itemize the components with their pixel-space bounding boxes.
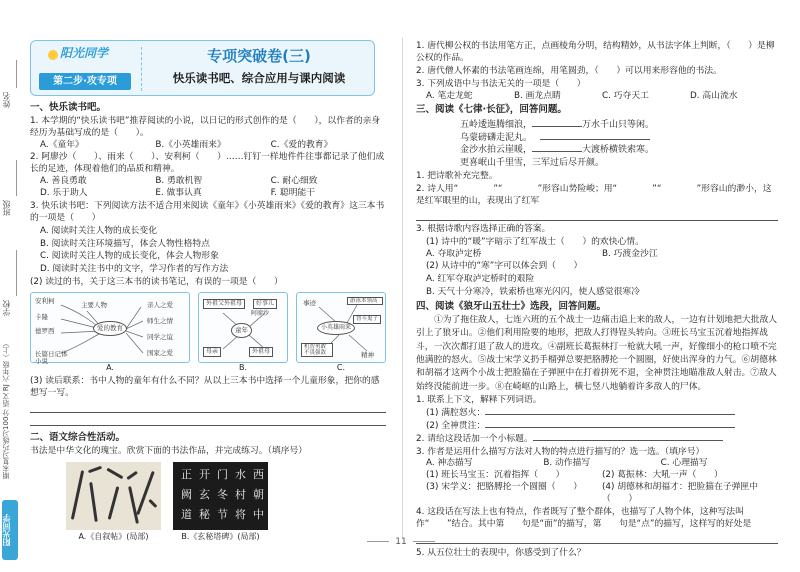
question-3-part-3: (3) 读后联系：书中人物的童年有什么不同？从以上三本书中选择一个儿童形象，把你的感想写一写。 bbox=[30, 376, 380, 398]
a-question-1-2: (2) 全神贯注： bbox=[416, 421, 778, 433]
map-b-node: 外祖父外祖母 bbox=[203, 299, 245, 309]
right-column bbox=[416, 40, 778, 572]
poem-line: 更喜岷山千里雪， bbox=[460, 157, 533, 168]
calligraphy-glyph: 朝 bbox=[253, 487, 264, 501]
regular-script-calligraphy-image bbox=[173, 462, 268, 530]
map-a-node: 长篇日记体小说 bbox=[35, 350, 68, 366]
map-b-node: 母亲 bbox=[203, 347, 221, 357]
a-question-2: 2. 请给这段话加一个小标题。 bbox=[416, 434, 778, 446]
option[interactable]: E. 做事认真 bbox=[155, 188, 202, 199]
calligraphy-glyph: 村 bbox=[235, 487, 246, 501]
p-question-3: 3. 根据诗歌内容选择正确的答案。 bbox=[416, 223, 551, 234]
poem-changzheng bbox=[460, 119, 778, 169]
question-3-part-2: (2) 读过的书，关于这三本书的读书笔记，有误的一项是（ ） bbox=[30, 277, 283, 288]
r-question-2: 2. 唐代僧人怀素的书法笔画连绵，用笔圆劲，（ ）可以用来形容他的书法。 bbox=[416, 65, 722, 76]
answer-line[interactable] bbox=[30, 403, 386, 413]
map-c-node: 事迹 bbox=[303, 299, 316, 308]
option[interactable]: F. 聪明能干 bbox=[270, 188, 316, 199]
calligraphy-glyph: 门 bbox=[217, 467, 228, 481]
map-c-node: 精神 bbox=[361, 351, 374, 360]
cursive-calligraphy-image bbox=[66, 462, 161, 530]
calligraphy-glyph: 秘 bbox=[199, 507, 210, 521]
column-divider bbox=[402, 38, 403, 538]
binding-strip bbox=[0, 0, 22, 572]
map-c-node: 机智勇敢不畏强敌 bbox=[301, 343, 333, 357]
a-question-3: 3. 作者是运用什么描写方法对人物的特点进行描写的？选一选。（填序号） bbox=[416, 446, 705, 457]
map-c-node: 游泳本领高 bbox=[347, 297, 383, 305]
a-question-3-items bbox=[416, 470, 778, 482]
question-3: 3. 快乐读书吧：下列阅读方法不适合用来阅读《童年》《小英雄雨来》《爱的教育》这三本书的一项是（ ） bbox=[30, 200, 385, 223]
calligraphy-sample-b[interactable] bbox=[173, 462, 268, 543]
question-2: 2. 阿廖沙（ ）、雨来（ ）、安利柯（ ）……钉钉一样地件件往事都记录了他们成长的足迹，体现着他们的品质和精神。 bbox=[30, 152, 385, 175]
name-label: 姓名 bbox=[2, 92, 11, 108]
poem-blank[interactable] bbox=[532, 126, 582, 127]
option[interactable]: C.《爱的教育》 bbox=[270, 139, 333, 150]
map-a-node: 卡隆 bbox=[35, 313, 48, 322]
option[interactable]: B. 动作描写 bbox=[543, 458, 591, 469]
p-question-3-2-option-a[interactable]: A. 红军夺取泸定桥时的艰险 bbox=[426, 274, 535, 285]
question-1: 1. 本学期的“快乐读书吧”推荐阅读的小说，以日记的形式创作的是（ ），以作者的亲身经历为基础写成的是（ ）。 bbox=[30, 115, 381, 138]
answer-line[interactable] bbox=[416, 563, 778, 572]
sub-item[interactable]: (3) 宋学义：把胳膊抡一个圆圈（ ） bbox=[426, 482, 583, 493]
calligraphy-glyph: 将 bbox=[235, 507, 246, 521]
name-fill-line[interactable] bbox=[16, 60, 17, 88]
calligraphy-samples bbox=[66, 462, 386, 543]
option[interactable]: B.《小英雄雨来》 bbox=[155, 139, 226, 150]
map-a[interactable] bbox=[30, 292, 190, 374]
map-a-label: A. bbox=[106, 363, 114, 373]
a-question-3-items-2 bbox=[416, 482, 778, 506]
reading-passage: ①为了拖住敌人，七连六班的五个战士一边痛击追上来的敌人，一边有计划地把大批敌人引上了狼牙山。②他们利用险要的地形，把敌人打得锃头转向。③班长马宝玉沉着地指挥战斗，一次次都打退了敌人的进攻。④副班长葛振林打一枪就大吼一声，好像细小的枪口喷不完他满腔的怒火。⑤战士宋学义扔手榴弹总要把胳膊抡一个圆圈，好使出浑身的力气。⑥胡德林和胡福才这两个小战士把脸猫在子弹匣中在打着拼死不退，全神贯注地瞄准敌人射击。⑦敌人始终没能前进一步。⑧在崎岖的山路上，横七竖八地躺着许多敌人的尸体。 bbox=[416, 314, 778, 392]
section-2-heading: 二、语文综合性活动。 bbox=[30, 431, 126, 443]
class-label: 班级 bbox=[2, 200, 11, 216]
p-question-3-1-options bbox=[416, 249, 778, 261]
map-c-center: 小英雄雨来 bbox=[317, 321, 355, 335]
option[interactable]: A. 夺取泸定桥 bbox=[426, 248, 482, 259]
calligraphy-glyph: 西 bbox=[253, 467, 264, 481]
p-question-1: 1. 把诗歌补充完整。 bbox=[416, 171, 498, 182]
caption-a: A.《自叙帖》(局部) bbox=[78, 531, 149, 541]
option[interactable]: A.《童年》 bbox=[40, 139, 84, 150]
p-question-3-2: (2) 从诗中的“寒”字可以体会到（ ） bbox=[426, 261, 583, 272]
poem-line: 三军过后尽开颜。 bbox=[532, 157, 605, 168]
poem-blank[interactable] bbox=[540, 139, 650, 140]
sub-item[interactable]: (1) 班长马宝玉：沉着指挥（ ） bbox=[426, 470, 565, 481]
question-2-options bbox=[30, 176, 386, 188]
option[interactable]: B. 勇敢机智 bbox=[155, 176, 203, 187]
option[interactable]: C. 耐心细致 bbox=[270, 176, 318, 187]
question-2-options-row2 bbox=[30, 188, 386, 200]
map-b[interactable] bbox=[198, 292, 288, 374]
calligraphy-glyph: 道 bbox=[181, 507, 192, 521]
calligraphy-sample-a[interactable] bbox=[66, 462, 161, 543]
map-c-node: 智斗鬼子 bbox=[353, 315, 381, 324]
calligraphy-glyph: 阙 bbox=[181, 487, 192, 501]
answer-line[interactable] bbox=[416, 534, 778, 544]
option[interactable]: D. 乐于助人 bbox=[40, 188, 88, 199]
a-question-1: 1. 联系上下文，解释下列词语。 bbox=[416, 395, 542, 406]
map-a-center: 爱的教育 bbox=[93, 321, 127, 336]
option[interactable]: C. 巧夺天工 bbox=[602, 90, 649, 101]
question-3-option-a[interactable]: A. 阅读时关注人物的成长变化 bbox=[40, 225, 158, 236]
section-2-intro: 书法是中华文化的瑰宝。欣赏下面的书法作品，并完成练习。（填序号） bbox=[30, 445, 308, 456]
poem-blank[interactable] bbox=[532, 151, 582, 152]
option[interactable]: B. 巧渡金沙江 bbox=[602, 248, 658, 259]
school-fill-line[interactable] bbox=[16, 250, 17, 296]
calligraphy-glyph: 玄 bbox=[199, 487, 210, 501]
map-c[interactable] bbox=[296, 292, 386, 374]
answer-blank[interactable] bbox=[485, 414, 735, 415]
option[interactable]: D. 高山流水 bbox=[690, 90, 738, 101]
map-c-label: C. bbox=[336, 363, 346, 373]
poem-line: 五岭逶迤腾细浪， bbox=[460, 120, 533, 131]
left-column bbox=[30, 100, 386, 542]
calligraphy-glyph: 正 bbox=[181, 467, 192, 481]
poem-line: 乌蒙磅礴走泥丸。 bbox=[460, 132, 533, 143]
calligraphy-glyph: 节 bbox=[217, 507, 228, 521]
map-b-center: 童年 bbox=[231, 323, 252, 338]
sub-item[interactable]: (2) 葛振林：大吼一声（ ） bbox=[602, 470, 723, 481]
p-question-3-1: (1) 诗中的“暖”字暗示了红军战士（ ）的欢快心情。 bbox=[426, 236, 644, 247]
calligraphy-glyph: 开 bbox=[199, 467, 210, 481]
poem-line: 万水千山只等闲。 bbox=[582, 120, 655, 131]
class-fill-line[interactable] bbox=[16, 160, 17, 196]
option[interactable]: A. 笔走龙蛇 bbox=[426, 90, 473, 101]
a-question-4: 4. 这段话在写法上也有特点，作者既写了整个群体，也描写了人物个体，这种写法叫作“ ”结合。其中第 句是“面”的描写，第 句是“点”的描写，这样写的好处是 bbox=[416, 506, 769, 529]
answer-blank[interactable] bbox=[485, 427, 735, 428]
question-1-options bbox=[30, 140, 386, 152]
sub-item[interactable]: (4) 胡德林和胡福才：把脸猫在子弹匣中（ ） bbox=[602, 482, 759, 505]
question-3-option-b[interactable]: B. 阅读时关注环境描写，体会人物性格特点 bbox=[40, 238, 210, 249]
reading-notes-maps bbox=[30, 292, 386, 374]
calligraphy-glyph: 中 bbox=[253, 507, 264, 521]
answer-line[interactable] bbox=[416, 211, 778, 221]
question-3-option-d[interactable]: D. 阅读时关注书中的文字，学习作者的写作方法 bbox=[40, 264, 229, 275]
map-a-node: 主要人物 bbox=[81, 301, 107, 310]
answer-line[interactable] bbox=[30, 416, 386, 426]
map-a-node: 亲人之爱 bbox=[147, 301, 173, 310]
map-a-node: 同学之谊 bbox=[147, 333, 173, 342]
map-a-node: 国家之爱 bbox=[147, 349, 173, 358]
option[interactable]: B. 画龙点睛 bbox=[514, 90, 561, 101]
calligraphy-glyph: 冬 bbox=[217, 487, 228, 501]
header-banner bbox=[30, 40, 375, 96]
r-question-3: 3. 下列成语中与书法无关的一项是（ ） bbox=[416, 78, 586, 89]
option[interactable]: C. 心理描写 bbox=[660, 458, 708, 469]
calligraphy-glyph: 水 bbox=[235, 467, 246, 481]
map-b-node: 好事儿 bbox=[253, 299, 277, 309]
r-question-3-options bbox=[416, 91, 778, 103]
page-number: 11 bbox=[356, 536, 446, 548]
p-question-2: 2. 诗人用“ ”“ ”形容山势险峻；用“ ”“ ”形容山的渺小，这是红军眼里的山，表现出了红军 bbox=[416, 184, 772, 206]
sun-icon bbox=[48, 50, 58, 60]
option[interactable]: A. 神态描写 bbox=[426, 458, 473, 469]
page-subtitle: 快乐读书吧、综合应用与课内阅读 bbox=[172, 71, 346, 85]
a-question-1-1: (1) 满腔怒火： bbox=[416, 408, 778, 420]
question-3-option-c[interactable]: C. 阅读时关注人物的成长变化，体会人物形象 bbox=[40, 251, 219, 262]
banner-divider bbox=[141, 47, 142, 91]
section-1-heading: 一、快乐读书吧。 bbox=[30, 102, 107, 113]
p-question-3-2-option-b[interactable]: B. 天气十分寒冷，铁索桥也寒光闪闪，使人感觉很寒冷 bbox=[426, 287, 640, 298]
map-b-label: B. bbox=[238, 363, 248, 373]
section-3-heading: 三、阅读《七律·长征》，回答问题。 bbox=[416, 104, 567, 116]
page-title: 专项突破卷(三) bbox=[207, 47, 311, 65]
brand-logo: 阳光同学 bbox=[43, 45, 113, 71]
school-label: 学校 bbox=[2, 300, 11, 316]
r-question-1: 1. 唐代柳公权的书法用笔方正，点画棱角分明，结构精妙，从书法字体上判断，（ ）是柳公权的作品。 bbox=[416, 41, 775, 63]
map-b-node: 阿廖沙 bbox=[251, 310, 270, 318]
map-a-node: 师生之情 bbox=[147, 317, 173, 326]
map-a-node: 安利柯 bbox=[35, 297, 55, 306]
poem-line: 大渡桥横铁索寒。 bbox=[582, 145, 655, 156]
step-tag: 第二步·攻专项 bbox=[39, 73, 131, 90]
side-brand-tab: 阳光同学 bbox=[2, 500, 18, 560]
section-4-heading: 四、阅读《狼牙山五壮士》选段，回答问题。 bbox=[416, 301, 607, 313]
caption-b: B.《玄秘塔碑》(局部) bbox=[181, 531, 260, 541]
answer-blank[interactable] bbox=[533, 440, 723, 441]
poem-line: 金沙水拍云崖暖， bbox=[460, 145, 533, 156]
a-question-3-options bbox=[416, 458, 778, 470]
series-label: 期末复习巧练习100分 语文 RJ 六年级（上） bbox=[2, 340, 10, 479]
map-a-node: 德罗西 bbox=[35, 327, 55, 336]
map-b-node: 外祖母 bbox=[249, 347, 273, 357]
a-question-5: 5. 从五位壮士的表现中，你感受到了什么？ bbox=[416, 547, 586, 558]
option[interactable]: A. 善良勇敢 bbox=[40, 176, 87, 187]
